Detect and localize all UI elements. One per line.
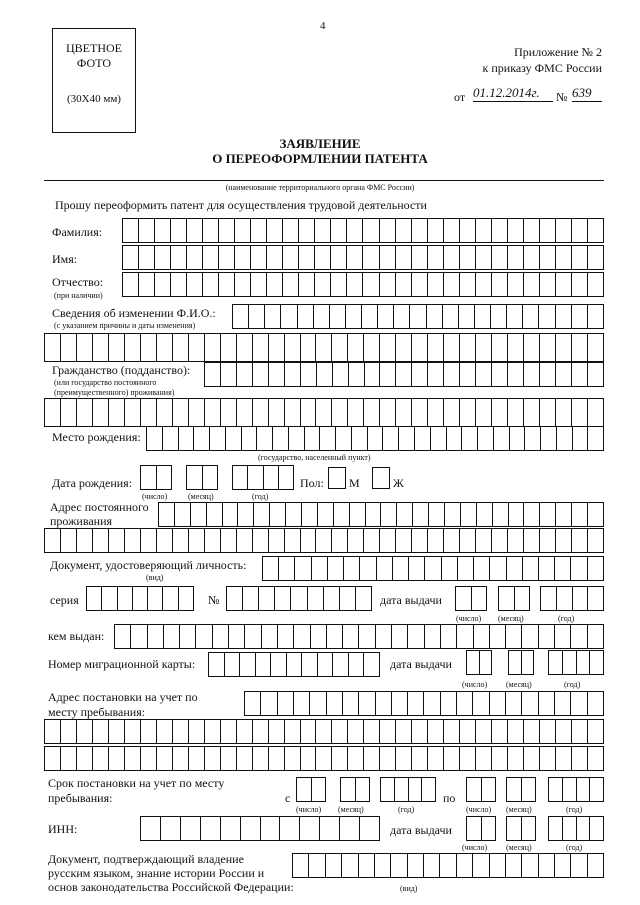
appendix-order: к приказу ФМС России	[482, 61, 602, 75]
inn-issue-day-caption: (число)	[462, 843, 488, 852]
term-from-label: с	[285, 791, 291, 805]
lang-doc-note: (вид)	[400, 884, 418, 893]
surname-field[interactable]	[122, 218, 604, 243]
birth-day-field[interactable]	[140, 465, 172, 490]
inn-field[interactable]	[140, 816, 380, 841]
birth-year-caption: (год)	[252, 492, 269, 501]
series-label: серия	[50, 593, 79, 607]
doc-number-label: №	[208, 593, 220, 607]
doc-issue-month-caption: (месяц)	[498, 614, 524, 623]
term-from-month-field[interactable]	[340, 777, 370, 802]
inn-issue-date-label: дата выдачи	[390, 823, 452, 837]
birthplace-field[interactable]	[146, 426, 604, 451]
name-label: Имя:	[52, 252, 78, 266]
inn-label: ИНН:	[48, 822, 78, 836]
birth-month-field[interactable]	[186, 465, 218, 490]
doc-issue-date-label: дата выдачи	[380, 593, 442, 607]
sex-female-box[interactable]	[372, 467, 390, 489]
fio-change-field-2[interactable]	[44, 333, 604, 362]
registration-label-2: месту пребывания:	[48, 705, 146, 719]
series-field[interactable]	[86, 586, 194, 611]
term-from-day-caption: (число)	[296, 805, 322, 814]
term-from-year-field[interactable]	[380, 777, 436, 802]
inn-issue-month-field[interactable]	[506, 816, 536, 841]
migration-issue-year-caption: (год)	[564, 680, 581, 689]
term-to-label: по	[443, 791, 456, 805]
citizenship-field-2[interactable]	[44, 398, 604, 427]
photo-box	[52, 28, 136, 133]
appendix-no-label: №	[556, 90, 568, 104]
registration-field-1[interactable]	[244, 691, 604, 716]
birth-day-caption: (число)	[142, 492, 168, 501]
doc-issue-year-caption: (год)	[558, 614, 575, 623]
inn-issue-year-caption: (год)	[566, 843, 583, 852]
title-line-1: ЗАЯВЛЕНИЕ	[279, 136, 361, 151]
id-doc-type-field[interactable]	[262, 556, 604, 581]
appendix-title: Приложение № 2	[514, 45, 602, 59]
appendix-from-label: от	[454, 90, 466, 104]
migration-issue-month-field[interactable]	[508, 650, 534, 675]
title-line-2: О ПЕРЕОФОРМЛЕНИИ ПАТЕНТА	[212, 151, 428, 166]
organ-caption: (наименование территориального органа ФМС России)	[225, 183, 415, 192]
issued-by-label: кем выдан:	[48, 629, 105, 643]
birthplace-note: (государство, населенный пункт)	[258, 453, 371, 462]
sex-male-box[interactable]	[328, 467, 346, 489]
term-from-day-field[interactable]	[296, 777, 326, 802]
registration-field-3[interactable]	[44, 746, 604, 771]
surname-label: Фамилия:	[52, 225, 103, 239]
address-field-2[interactable]	[44, 528, 604, 553]
doc-issue-day-caption: (число)	[456, 614, 482, 623]
appendix-date: 01.12.2014г.	[473, 85, 553, 102]
migration-issue-year-field[interactable]	[548, 650, 604, 675]
address-label-2: проживания	[50, 514, 113, 528]
term-label-2: пребывания:	[48, 791, 113, 805]
migration-issue-date-label: дата выдачи	[390, 657, 452, 671]
fio-change-field-1[interactable]	[232, 304, 604, 329]
organ-line	[44, 180, 604, 181]
sex-male-label: М	[349, 476, 360, 490]
citizenship-label: Гражданство (подданство):	[52, 363, 191, 377]
migration-issue-day-caption: (число)	[462, 680, 488, 689]
term-from-year-caption: (год)	[398, 805, 415, 814]
inn-issue-month-caption: (месяц)	[506, 843, 532, 852]
appendix-number: 639	[572, 85, 602, 102]
lang-doc-field[interactable]	[292, 853, 604, 878]
registration-field-2[interactable]	[44, 719, 604, 744]
term-to-month-caption: (месяц)	[506, 805, 532, 814]
photo-size: (30Х40 мм)	[67, 93, 121, 105]
fio-change-label: Сведения об изменении Ф.И.О.:	[52, 306, 216, 320]
patronymic-field[interactable]	[122, 272, 604, 297]
migration-issue-day-field[interactable]	[466, 650, 492, 675]
birth-year-field[interactable]	[232, 465, 294, 490]
term-to-day-field[interactable]	[466, 777, 496, 802]
citizenship-field-1[interactable]	[204, 362, 604, 387]
term-to-year-caption: (год)	[566, 805, 583, 814]
doc-issue-day-field[interactable]	[455, 586, 487, 611]
patronymic-note: (при наличии)	[54, 291, 103, 300]
lang-doc-label-1: Документ, подтверждающий владение	[48, 852, 244, 866]
page-number: 4	[320, 20, 326, 32]
name-field[interactable]	[122, 245, 604, 270]
citizenship-note-2: (преимущественного) проживания)	[54, 388, 175, 397]
address-field-1[interactable]	[158, 502, 604, 527]
id-doc-label: Документ, удостоверяющий личность:	[50, 558, 247, 572]
photo-label-2: ФОТО	[76, 56, 112, 70]
citizenship-note-1: (или государство постоянного	[54, 378, 157, 387]
issued-by-field[interactable]	[114, 624, 604, 649]
doc-issue-year-field[interactable]	[540, 586, 604, 611]
photo-label-1: ЦВЕТНОЕ	[66, 41, 122, 55]
patronymic-label: Отчество:	[52, 275, 104, 289]
sex-female-label: Ж	[393, 476, 404, 490]
lang-doc-label-3: основ законодательства Российской Федерации:	[48, 880, 294, 894]
birthplace-label: Место рождения:	[52, 430, 141, 444]
request-text: Прошу переоформить патент для осуществления трудовой деятельности	[55, 198, 427, 212]
id-doc-note: (вид)	[146, 573, 164, 582]
term-from-month-caption: (месяц)	[338, 805, 364, 814]
term-to-day-caption: (число)	[466, 805, 492, 814]
fio-change-note: (с указанием причины и даты изменения)	[54, 321, 196, 330]
term-to-month-field[interactable]	[506, 777, 536, 802]
address-label-1: Адрес постоянного	[50, 500, 149, 514]
inn-issue-year-field[interactable]	[548, 816, 604, 841]
doc-issue-month-field[interactable]	[498, 586, 530, 611]
registration-label-1: Адрес постановки на учет по	[48, 690, 198, 704]
doc-number-field[interactable]	[226, 586, 372, 611]
birth-month-caption: (месяц)	[188, 492, 214, 501]
migration-card-label: Номер миграционной карты:	[48, 657, 196, 671]
inn-issue-day-field[interactable]	[466, 816, 496, 841]
term-label-1: Срок постановки на учет по месту	[48, 776, 225, 790]
sex-label: Пол:	[300, 476, 324, 490]
migration-issue-month-caption: (месяц)	[506, 680, 532, 689]
lang-doc-label-2: русским языком, знание истории России и	[48, 866, 265, 880]
term-to-year-field[interactable]	[548, 777, 604, 802]
birthdate-label: Дата рождения:	[52, 476, 133, 490]
migration-card-field[interactable]	[208, 652, 380, 677]
